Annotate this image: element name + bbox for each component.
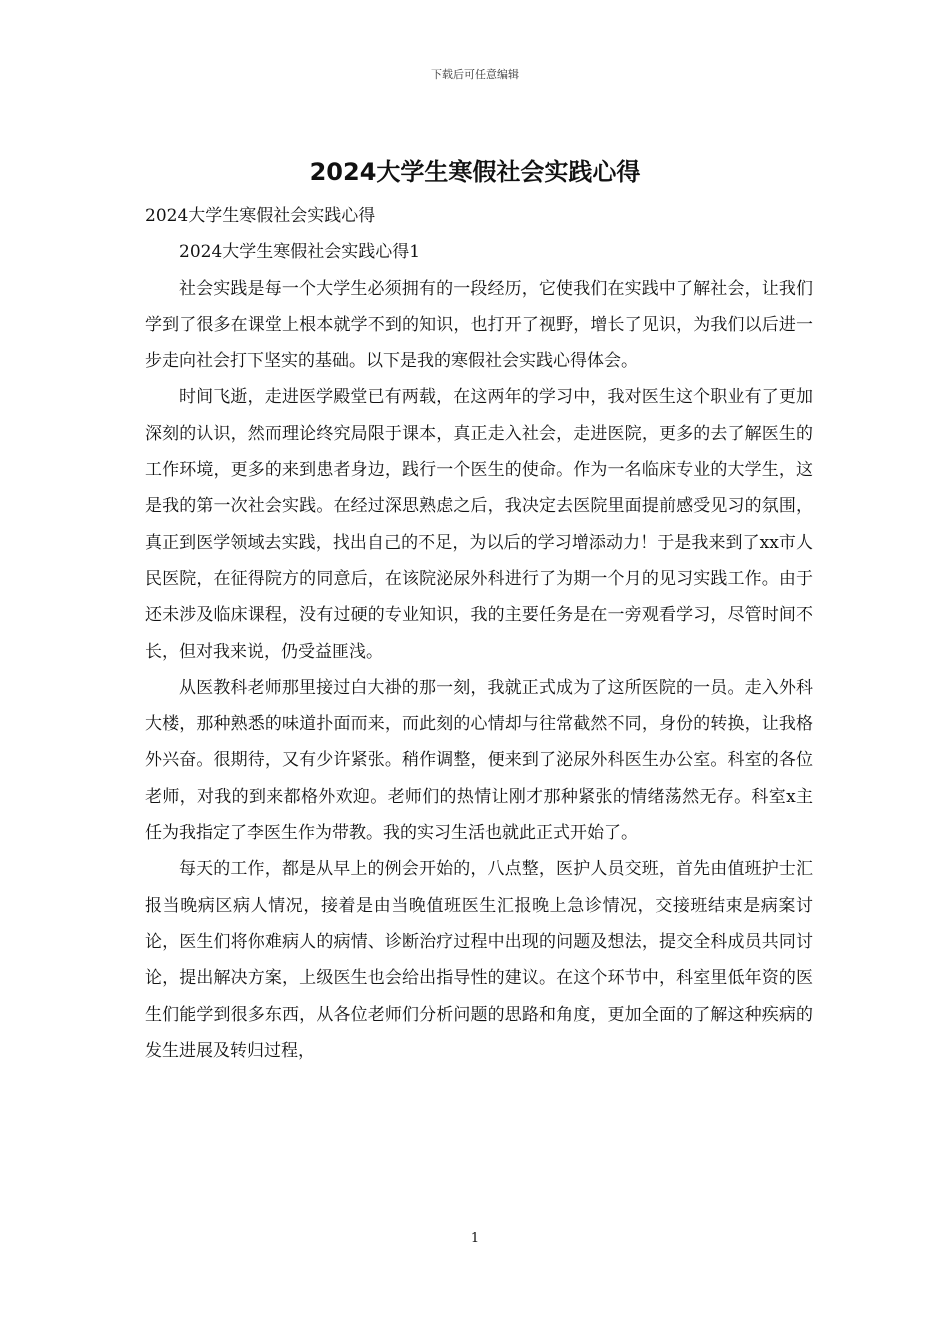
document-body	[145, 198, 813, 1069]
document-subtitle: 2024大学生寒假社会实践心得	[145, 206, 376, 226]
page-number: 1	[470, 1231, 480, 1246]
section-heading: 2024大学生寒假社会实践心得1	[179, 242, 421, 263]
paragraph-3: 从医教科老师那里接过白大褂的那一刻，我就正式成为了这所医院的一员。走入外科大楼，那种熟悉的味道扑面而来，而此刻的心情却与往常截然不同，身份的转换，让我格外兴奋。很期待，又有少许紧张。稍作调整，便来到了泌尿外科医生办公室。科室的各位老师，对我的到来都格外欢迎。老师们的热情让刚才那种紧张的情绪荡然无存。科室x主任为我指定了李医生作为带教。我的实习生活也就此正式开始了。	[145, 677, 813, 844]
paragraph-1: 社会实践是每一个大学生必须拥有的一段经历，它使我们在实践中了解社会，让我们学到了很多在课堂上根本就学不到的知识，也打开了视野，增长了见识，为我们以后进一步走向社会打下坚实的基础。以下是我的寒假社会实践心得体会。	[145, 278, 813, 372]
paragraph-2: 时间飞逝，走进医学殿堂已有两载，在这两年的学习中，我对医生这个职业有了更加深刻的认识，然而理论终究局限于课本，真正走入社会，走进医院，更多的去了解医生的工作环境，更多的来到患者身边，践行一个医生的使命。作为一名临床专业的大学生，这是我的第一次社会实践。在经过深思熟虑之后，我决定去医院里面提前感受见习的氛围，真正到医学领域去实践，找出自己的不足，为以后的学习增添动力！于是我来到了xx市人民医院，在征得院方的同意后，在该院泌尿外科进行了为期一个月的见习实践工作。由于还未涉及临床课程，没有过硬的专业知识，我的主要任务是在一旁观看学习，尽管时间不长，但对我来说，仍受益匪浅。	[145, 387, 813, 662]
paragraph-4: 每天的工作，都是从早上的例会开始的，八点整，医护人员交班，首先由值班护士汇报当晚病区病人情况，接着是由当晚值班医生汇报晚上急诊情况，交接班结束是病案讨论，医生们将你难病人的病情、诊断治疗过程中出现的问题及想法，提交全科成员共同讨论，提出解决方案，上级医生也会给出指导性的建议。在这个环节中，科室里低年资的医生们能学到很多东西，从各位老师们分析问题的思路和角度，更加全面的了解这种疾病的发生进展及转归过程，	[145, 859, 813, 1061]
page-header: 下载后可任意编辑	[431, 68, 519, 81]
document-title: 2024大学生寒假社会实践心得	[309, 158, 641, 186]
